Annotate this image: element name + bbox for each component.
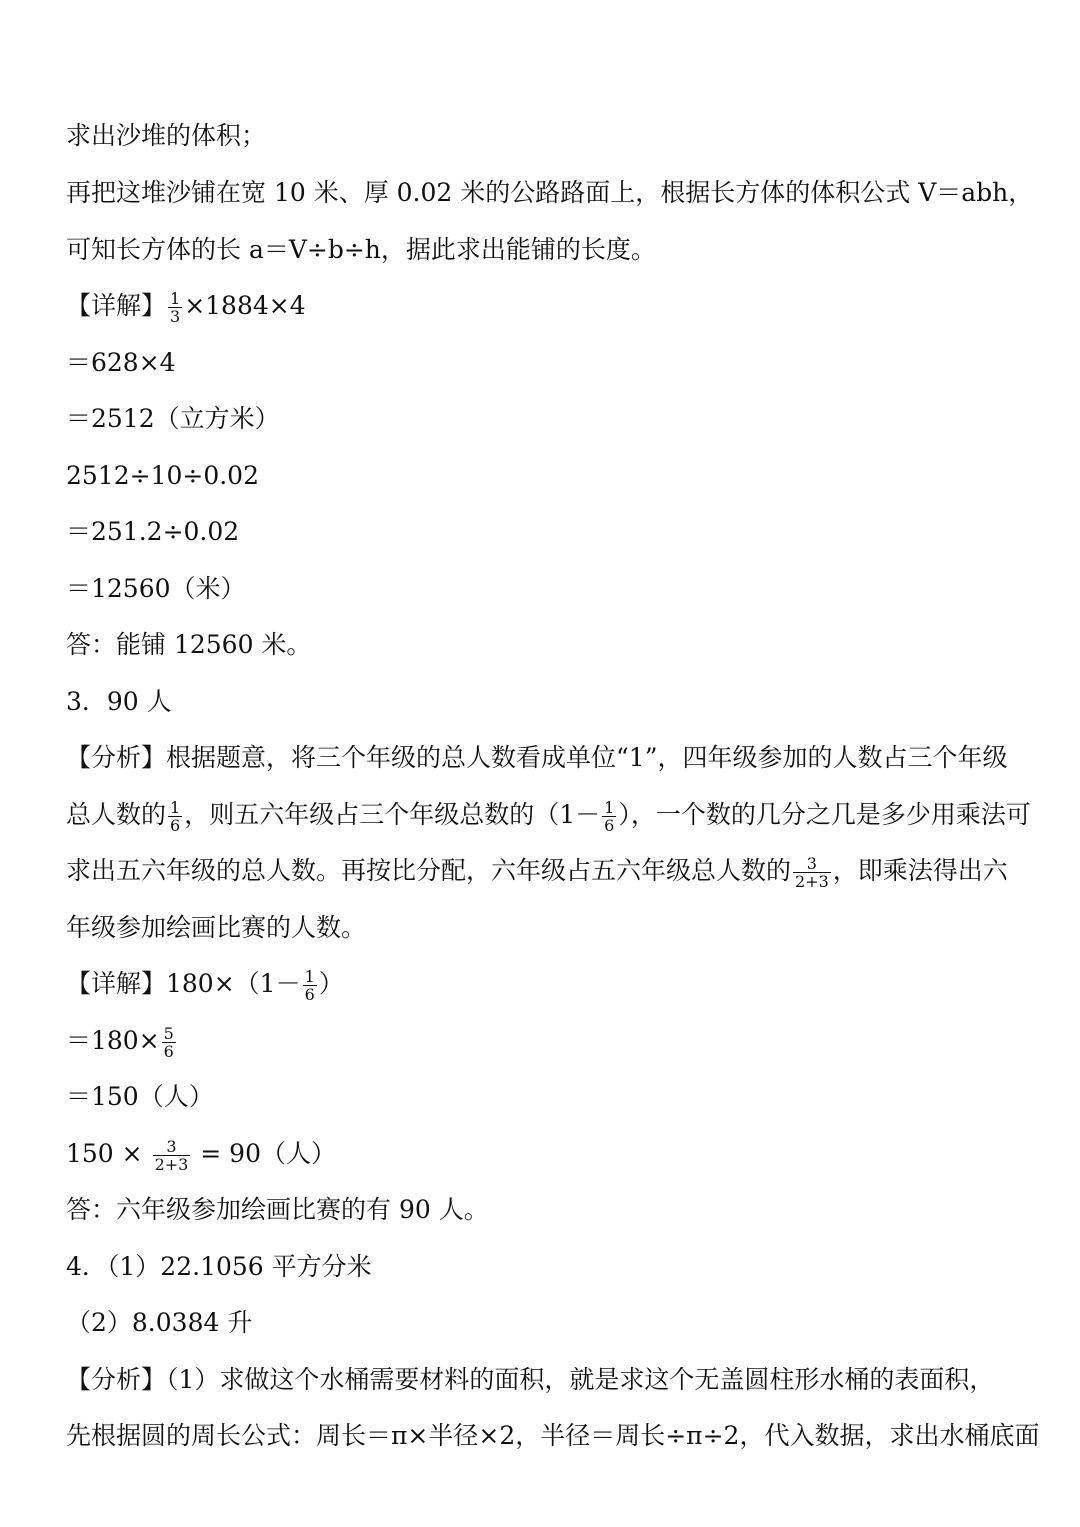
text-segment: ）: [318, 969, 344, 998]
fraction-denominator: 6: [163, 1042, 174, 1061]
fraction-numerator: 5: [163, 1024, 174, 1043]
text-line: ＝2512（立方米）: [66, 404, 280, 433]
text-line: 【分析】（1）求做这个水桶需要材料的面积，就是求这个无盖圆柱形水桶的表面积，: [66, 1365, 995, 1394]
text-line: ＝251.2÷0.02: [66, 517, 240, 546]
fraction-denominator: 3: [170, 307, 181, 326]
text-line: [66, 851, 1020, 891]
text-segment: = 90（人）: [192, 1139, 336, 1168]
text-segment: 求出五六年级的总人数。再按比分配，六年级占五六年级总人数的: [66, 856, 792, 885]
fraction-numerator: 1: [604, 798, 615, 817]
text-line: [66, 795, 1031, 835]
solution-line: [66, 964, 1020, 1004]
text-segment: ），一个数的几分之几是多少用乘法可: [618, 800, 1031, 829]
text-line: 再把这堆沙铺在宽 10 米、厚 0.02 米的公路路面上，根据长方体的体积公式 V＝abh，: [66, 178, 1034, 207]
fraction-denominator: 2+3: [154, 1155, 189, 1174]
fraction-one-sixth: [303, 968, 317, 1003]
text-line: （2）8.0384 升: [66, 1308, 253, 1337]
text-segment: 总人数的: [66, 800, 167, 829]
text-line: 【分析】根据题意，将三个年级的总人数看成单位“1”，四年级参加的人数占三个年级: [66, 743, 1008, 772]
detail-tag: 【详解】: [66, 291, 167, 320]
text-line: [66, 1134, 1020, 1174]
fraction-denominator: 6: [304, 985, 315, 1004]
fraction-numerator: 1: [170, 289, 181, 308]
text-segment: ，即乘法得出六: [832, 856, 1008, 885]
text-line: ＝12560（米）: [66, 574, 246, 603]
text-line: 可知长方体的长 a＝V÷b÷h，据此求出能铺的长度。: [66, 235, 656, 264]
fraction-numerator: 3: [153, 1138, 191, 1156]
answer-line: 答：能铺 12560 米。: [66, 630, 312, 659]
fraction-one-sixth: [602, 799, 616, 834]
question-number: 4．（1）22.1056 平方分米: [66, 1252, 372, 1281]
fraction-five-sixths: [162, 1025, 176, 1060]
text-line: ＝628×4: [66, 348, 176, 377]
text-line: 2512÷10÷0.02: [66, 461, 259, 490]
fraction-numerator: 3: [793, 855, 831, 873]
fraction-denominator: 6: [170, 816, 181, 835]
fraction-one-third: [168, 290, 182, 325]
text-line: 求出沙堆的体积；: [66, 121, 267, 150]
text-line: [66, 1021, 1020, 1061]
solution-line: [66, 286, 1020, 326]
text-line: 先根据圆的周长公式：周长＝π×半径×2，半径＝周长÷π÷2，代入数据，求出水桶底面: [66, 1421, 1040, 1450]
text-line: ＝150（人）: [66, 1082, 214, 1111]
fraction-one-sixth: [168, 799, 182, 834]
question-number: 3．90 人: [66, 687, 172, 716]
fraction-denominator: 2+3: [795, 872, 829, 891]
fraction-denominator: 6: [604, 816, 615, 835]
fraction-three-over-sum: [153, 1138, 191, 1173]
fraction-three-over-sum: [793, 855, 831, 890]
text-segment: 【详解】180×（1－: [66, 969, 301, 998]
text-segment: ，则五六年级占三个年级总数的（1－: [184, 800, 601, 829]
expression: ×1884×4: [184, 291, 306, 320]
fraction-numerator: 1: [170, 798, 181, 817]
text-line: 年级参加绘画比赛的人数。: [66, 913, 367, 942]
text-segment: ＝180×: [66, 1026, 160, 1055]
answer-line: 答：六年级参加绘画比赛的有 90 人。: [66, 1195, 489, 1224]
fraction-numerator: 1: [304, 967, 315, 986]
text-segment: 150 ×: [66, 1139, 151, 1168]
